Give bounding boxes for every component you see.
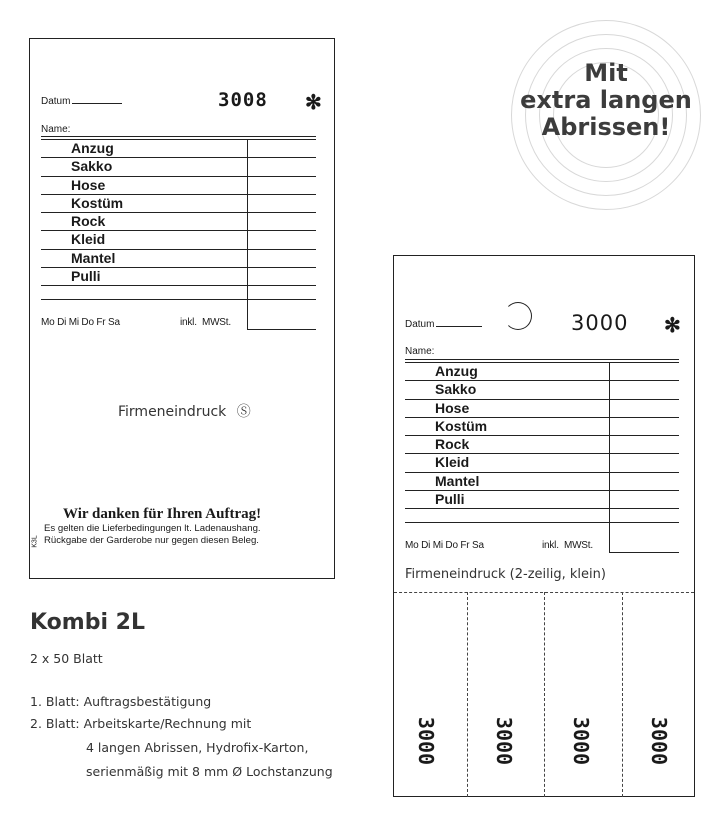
stub-number: 3000 — [569, 716, 594, 766]
side-code: K3L — [31, 535, 39, 548]
divider — [247, 329, 316, 330]
list-item: Sakko — [41, 158, 316, 176]
list-item: Rock — [405, 436, 679, 454]
tear-line — [622, 592, 623, 797]
ticket-number: 3008 — [218, 89, 268, 111]
company-imprint: Firmeneindruck Ⓢ — [118, 404, 251, 420]
terms-text: Es gelten die Lieferbedingungen lt. Ladenaushang. Rückgabe der Garderobe nur gegen diesen Beleg. — [44, 523, 261, 546]
list-item: Kleid — [41, 231, 316, 249]
list-item: Anzug — [41, 140, 316, 158]
sheet-2-detail: serienmäßig mit 8 mm Ø Lochstanzung — [86, 764, 333, 779]
list-item: Sakko — [405, 381, 679, 399]
list-item: Kleid — [405, 454, 679, 472]
sheet-count: 2 x 50 Blatt — [30, 651, 103, 666]
divider — [41, 136, 316, 137]
sheet-1-description: 1. Blatt: Auftragsbestätigung — [30, 694, 212, 709]
star-icon: ✻ — [664, 315, 681, 337]
list-item: Hose — [41, 177, 316, 195]
list-item: Hose — [405, 400, 679, 418]
company-imprint: Firmeneindruck (2-zeilig, klein) — [405, 567, 606, 582]
product-title: Kombi 2L — [30, 610, 145, 635]
stub-number: 3000 — [414, 716, 439, 766]
list-item — [41, 286, 316, 300]
tear-line — [544, 592, 545, 797]
star-icon: ✻ — [305, 92, 322, 114]
garment-list — [405, 363, 679, 523]
list-item: Mantel — [405, 473, 679, 491]
list-item: Pulli — [41, 268, 316, 286]
imprint-mark-icon: Ⓢ — [236, 404, 251, 420]
name-label: Name: — [41, 124, 71, 135]
sheet-2-description: 2. Blatt: Arbeitskarte/Rechnung mit — [30, 716, 252, 731]
vat-label: inkl. MWSt. — [180, 317, 231, 328]
column-divider — [609, 363, 610, 553]
column-divider — [247, 140, 248, 330]
divider — [609, 552, 679, 553]
badge-text: Mit extra langen Abrissen! — [520, 59, 692, 141]
garment-list — [41, 140, 316, 300]
tear-line — [467, 592, 468, 797]
promo-badge — [511, 20, 701, 210]
list-item — [405, 509, 679, 523]
divider — [405, 359, 679, 360]
work-card-with-stubs — [393, 255, 695, 797]
weekdays-label: Mo Di Mi Do Fr Sa — [405, 540, 484, 551]
list-item: Kostüm — [405, 418, 679, 436]
list-item: Anzug — [405, 363, 679, 381]
thanks-text: Wir danken für Ihren Auftrag! — [63, 506, 262, 522]
name-label: Name: — [405, 346, 435, 357]
sheet-2-detail: 4 langen Abrissen, Hydrofix-Karton, — [86, 740, 309, 755]
weekdays-label: Mo Di Mi Do Fr Sa — [41, 317, 120, 328]
list-item: Pulli — [405, 491, 679, 509]
list-item: Mantel — [41, 250, 316, 268]
list-item: Kostüm — [41, 195, 316, 213]
vat-label: inkl. MWSt. — [542, 540, 593, 551]
stub-number: 3000 — [492, 716, 517, 766]
stub-number: 3000 — [647, 716, 672, 766]
ticket-number: 3000 — [571, 311, 629, 335]
punch-hole-icon — [504, 302, 532, 330]
datum-label: Datum — [41, 96, 122, 107]
list-item: Rock — [41, 213, 316, 231]
datum-label: Datum — [405, 319, 482, 330]
order-ticket-kombi — [29, 38, 335, 579]
